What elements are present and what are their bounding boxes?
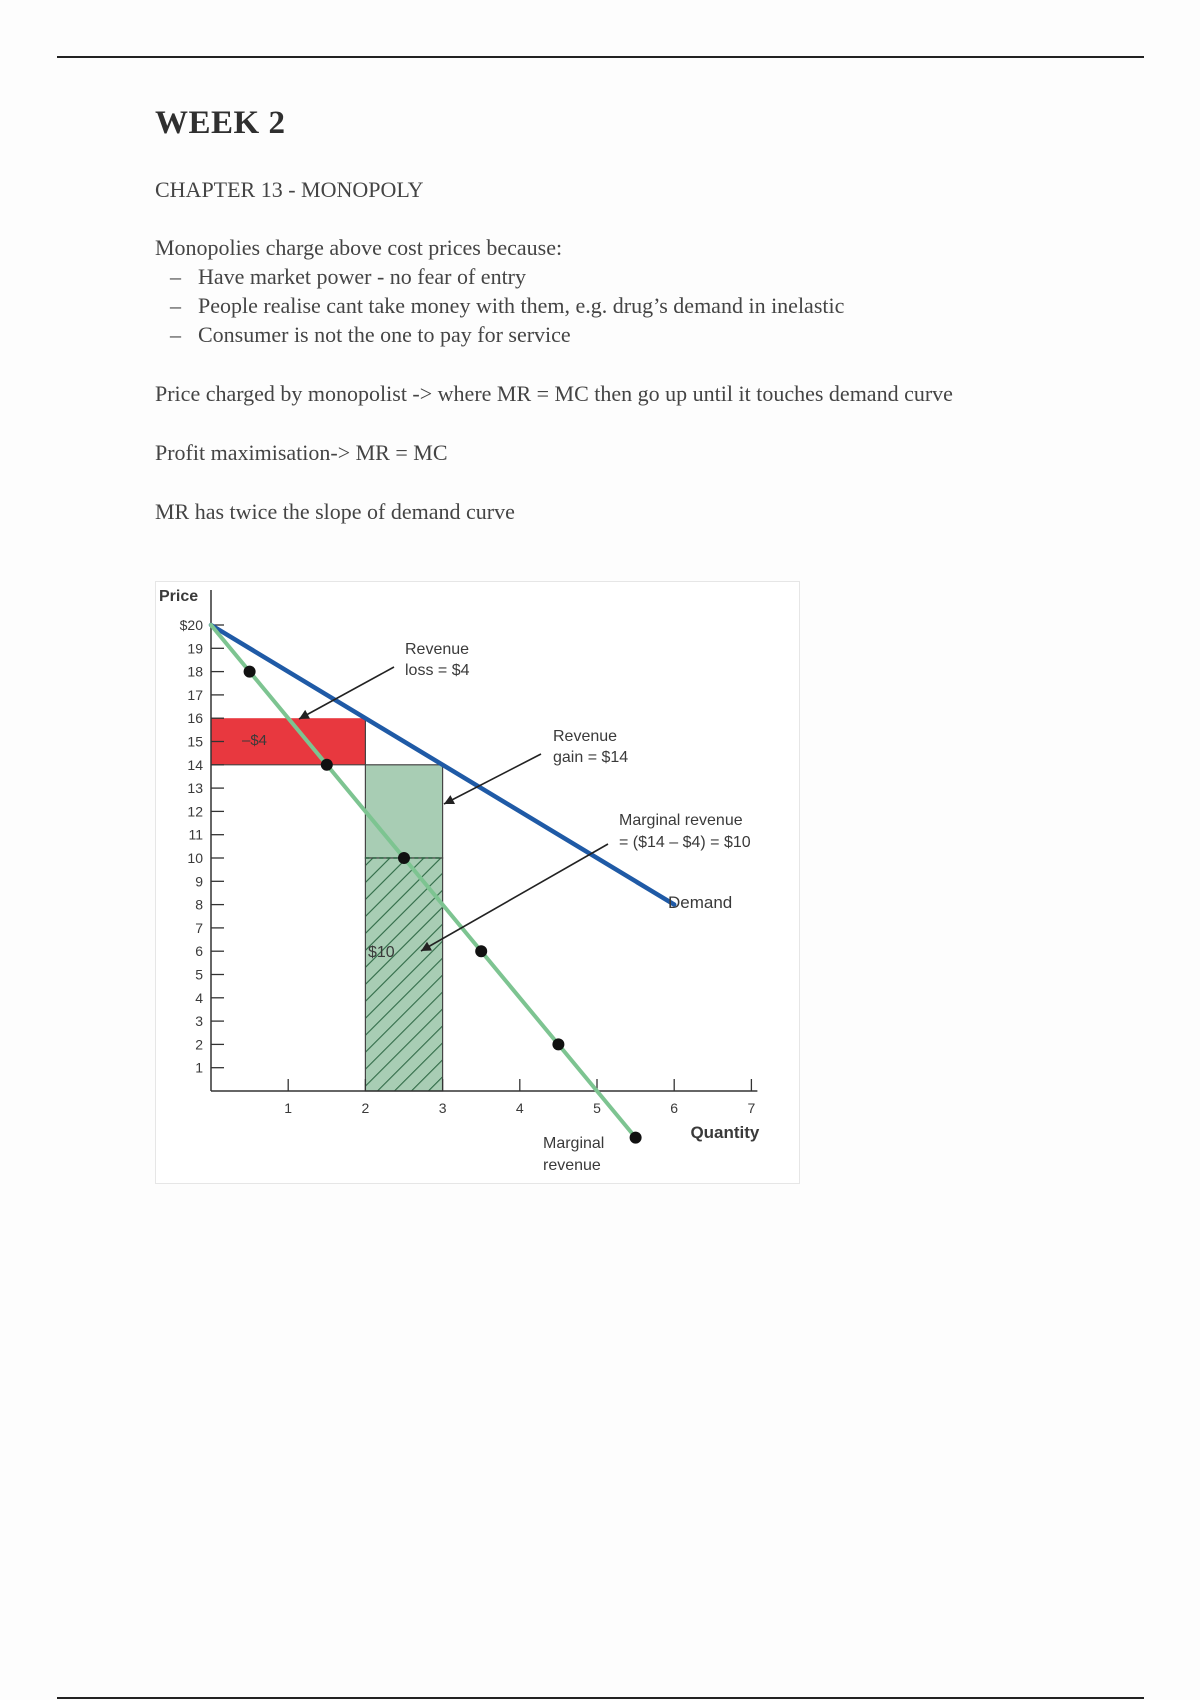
revenue-gain-label: gain = $14 bbox=[553, 749, 629, 766]
mr-curve-label: revenue bbox=[543, 1157, 601, 1174]
y-tick-label: 17 bbox=[187, 686, 203, 703]
y-tick-label: 13 bbox=[187, 780, 203, 797]
x-tick-label: 2 bbox=[361, 1100, 370, 1116]
revenue-gain-area bbox=[365, 765, 442, 858]
y-axis-label: Price bbox=[159, 588, 199, 605]
paragraph-pricing: Price charged by monopolist -> where MR = MC then go up until it touches demand curve bbox=[155, 381, 953, 406]
list-item: – Consumer is not the one to pay for service bbox=[170, 322, 571, 347]
marginal-revenue-label: Marginal revenue bbox=[619, 812, 743, 829]
page-heading: WEEK 2 bbox=[155, 105, 286, 141]
y-tick-label: 19 bbox=[187, 640, 203, 657]
data-point bbox=[475, 945, 487, 957]
data-point bbox=[244, 666, 256, 678]
x-tick-label: 4 bbox=[515, 1100, 524, 1116]
reasons-list bbox=[155, 262, 1105, 349]
dash-marker: – bbox=[170, 293, 181, 318]
y-tick-label: 5 bbox=[195, 966, 203, 983]
paragraph-profit: Profit maximisation-> MR = MC bbox=[155, 440, 448, 465]
loss-area-value-label: –$4 bbox=[242, 732, 268, 749]
y-tick-label: 8 bbox=[195, 896, 203, 913]
y-tick-label: 14 bbox=[187, 756, 203, 773]
revenue-gain-label: Revenue bbox=[553, 728, 618, 745]
y-tick-label: 6 bbox=[195, 943, 203, 960]
y-tick-label: 2 bbox=[195, 1036, 203, 1053]
y-tick-label: 12 bbox=[187, 803, 203, 820]
mr-chart bbox=[156, 582, 799, 1183]
bottom-rule bbox=[57, 1697, 1144, 1699]
x-tick-label: 3 bbox=[438, 1100, 447, 1116]
x-tick-label: 6 bbox=[670, 1100, 679, 1116]
document-body bbox=[155, 105, 1105, 526]
dash-marker: – bbox=[170, 264, 181, 289]
revenue-loss-area bbox=[211, 718, 365, 765]
y-tick-label: $20 bbox=[179, 617, 203, 633]
x-axis-label: Quantity bbox=[690, 1123, 760, 1142]
list-item: – Have market power - no fear of entry bbox=[170, 264, 527, 289]
data-point bbox=[398, 852, 410, 864]
y-tick-label: 11 bbox=[188, 826, 203, 843]
chapter-title: CHAPTER 13 - MONOPOLY bbox=[155, 177, 424, 202]
y-tick-label: 18 bbox=[187, 663, 203, 680]
marginal-revenue-label: = ($14 – $4) = $10 bbox=[619, 834, 751, 851]
intro-text: Monopolies charge above cost prices because: bbox=[155, 235, 563, 260]
mr-area-value-label: $10 bbox=[368, 944, 395, 961]
paragraph-mr-slope: MR has twice the slope of demand curve bbox=[155, 499, 515, 524]
y-tick-label: 15 bbox=[187, 733, 203, 750]
x-tick-label: 5 bbox=[593, 1100, 601, 1116]
y-tick-label: 4 bbox=[195, 989, 203, 1006]
y-tick-label: 10 bbox=[187, 850, 203, 866]
y-tick-label: 9 bbox=[195, 873, 203, 890]
revenue-loss-arrow bbox=[299, 667, 394, 719]
demand-label: Demand bbox=[668, 893, 733, 912]
y-tick-label: 7 bbox=[195, 919, 203, 936]
revenue-loss-label: Revenue bbox=[405, 641, 470, 658]
y-tick-label: 16 bbox=[187, 710, 203, 727]
list-item: – People realise cant take money with them, e.g. drug’s demand in inelastic bbox=[170, 293, 845, 318]
y-tick-label: 3 bbox=[195, 1013, 203, 1030]
marginal-revenue-arrow bbox=[421, 844, 608, 951]
top-rule bbox=[57, 56, 1144, 58]
y-tick-label: 1 bbox=[195, 1059, 203, 1076]
mr-curve-label: Marginal bbox=[543, 1135, 605, 1152]
x-tick-label: 7 bbox=[747, 1100, 756, 1116]
x-tick-label: 1 bbox=[284, 1100, 293, 1116]
data-point bbox=[321, 759, 333, 771]
data-point bbox=[552, 1038, 564, 1050]
mr-chart-figure bbox=[155, 581, 800, 1184]
revenue-loss-label: loss = $4 bbox=[405, 662, 470, 679]
dash-marker: – bbox=[170, 322, 181, 347]
data-point bbox=[630, 1132, 642, 1144]
